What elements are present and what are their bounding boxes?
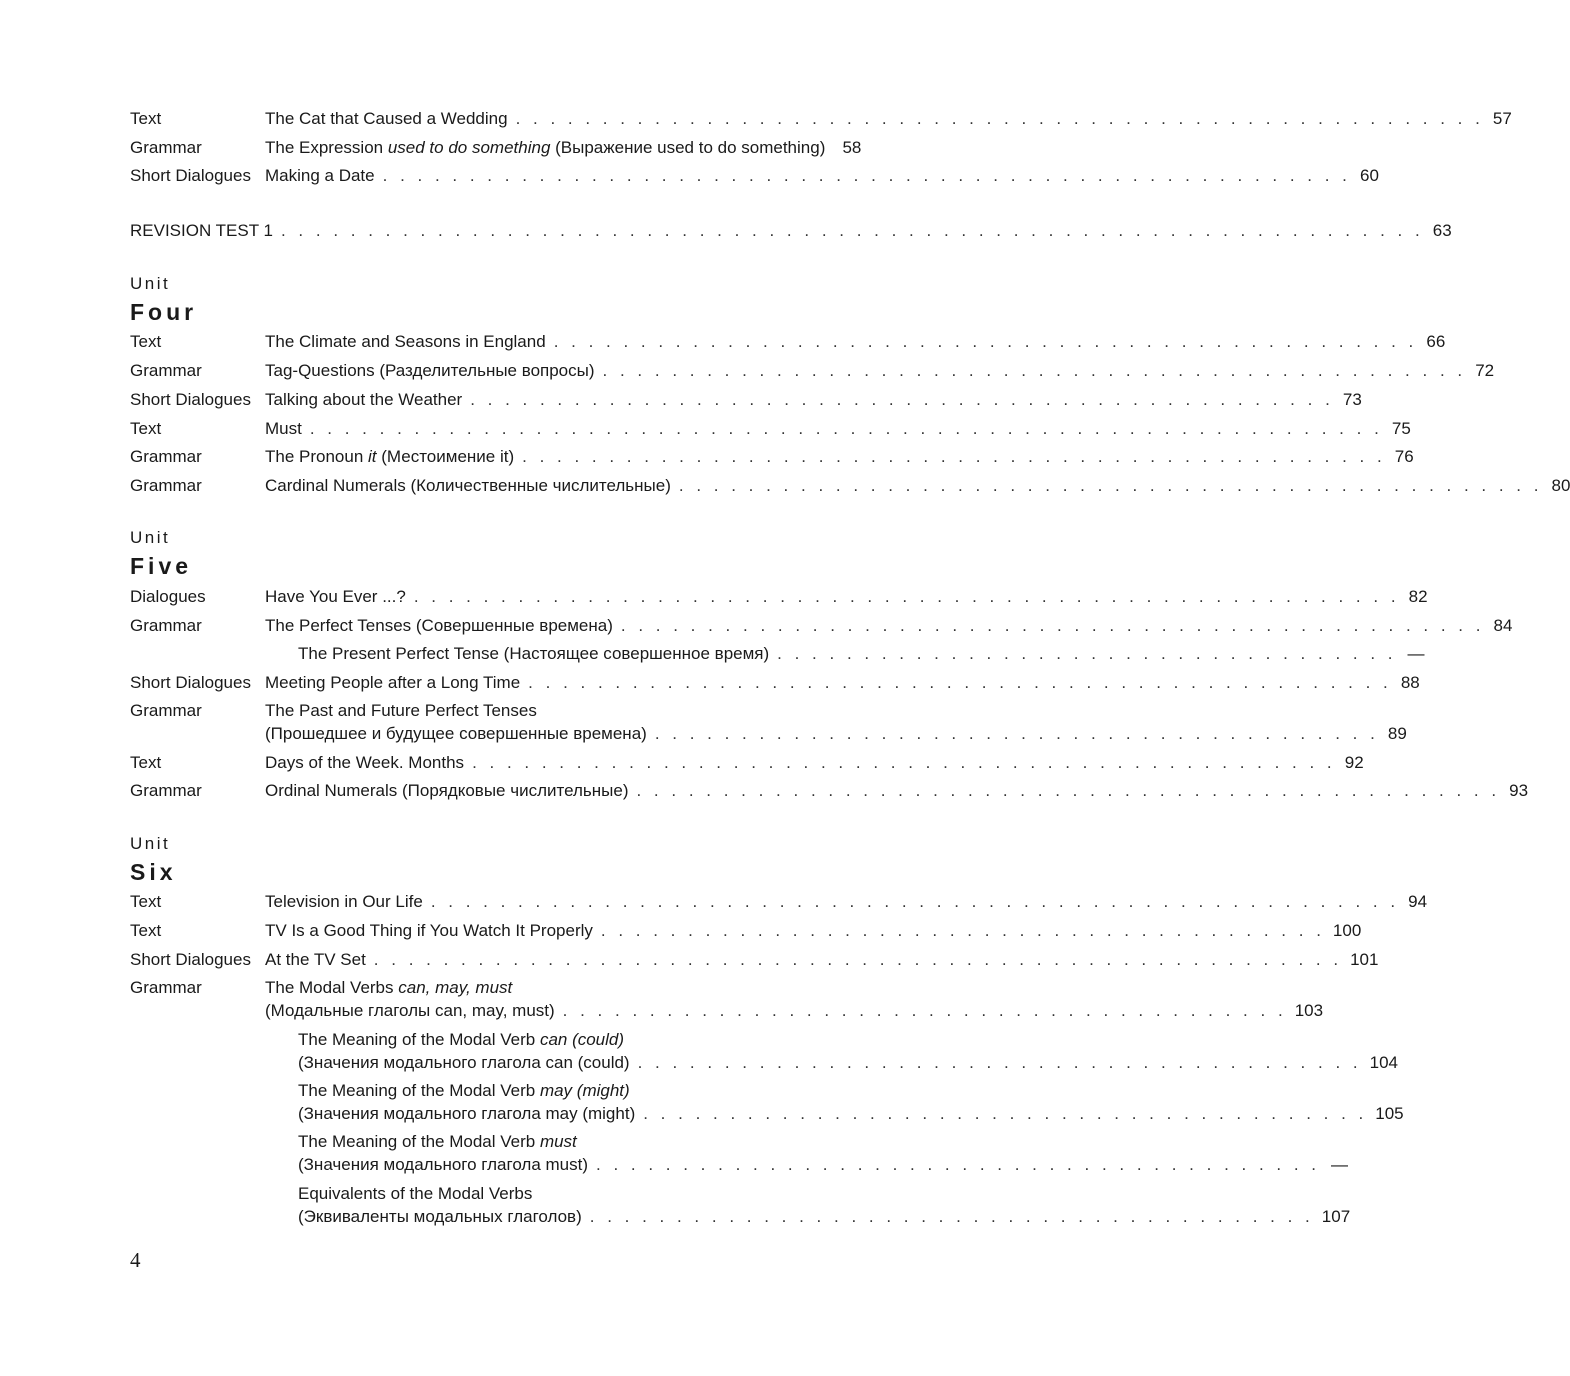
toc-category: Text [130,921,162,940]
toc-title: (Значения модального глагола may (might) [298,1104,636,1123]
toc-title-line1: The Past and Future Perfect Tenses [265,701,537,720]
leader-dots: . . . . . . . . . . . . . . . . . . . . . . . . . . . . . . . . . . . . . . . . . . . . . . . . . . [636,781,1501,800]
toc-entry[interactable] [265,388,1362,411]
toc-title: Ordinal Numerals (Порядковые числительные) [265,781,629,800]
toc-page-ref: 89 [1387,724,1407,743]
toc-page-ref: 80 [1551,476,1570,495]
toc-entry[interactable] [298,1079,1404,1125]
leader-dots: . . . . . . . . . . . . . . . . . . . . . . . . . . . . . . . . . . . . . . . . . . . . . . . . . . [678,476,1543,495]
toc-page-ref: 101 [1350,950,1379,969]
toc-title-line1: The Meaning of the Modal Verb may (might) [298,1081,630,1100]
toc-category: Grammar [130,138,202,157]
toc-page-ref: 104 [1369,1053,1398,1072]
toc-page-ref: 82 [1408,587,1428,606]
toc-title-line1: The Meaning of the Modal Verb can (could) [298,1030,625,1049]
toc-entry[interactable] [265,164,1379,187]
toc-title-line1: The Meaning of the Modal Verb must [298,1132,577,1151]
toc-title: (Значения модального глагола must) [298,1155,588,1174]
toc-entry[interactable] [265,671,1420,694]
toc-page-ref: 93 [1509,781,1529,800]
toc-entry[interactable] [265,417,1411,440]
toc-page-ref: 100 [1332,921,1362,940]
toc-title: (Эквиваленты модальных глаголов) [298,1207,582,1226]
leader-dots: . . . . . . . . . . . . . . . . . . . . . . . . . . . . . . . . . . . . . . . . . . [643,1104,1368,1123]
leader-dots: . . . . . . . . . . . . . . . . . . . . . . . . . . . . . . . . . . . . . . . . . . [562,1001,1287,1020]
toc-title: Making a Date [265,166,375,185]
toc-title: The Perfect Tenses (Совершенные времена) [265,616,613,635]
leader-dots: . . . . . . . . . . . . . . . . . . . . . . . . . . . . . . . . . . . . . . . . . . . . . . . . . . [620,616,1485,635]
toc-title: Meeting People after a Long Time [265,673,521,692]
leader-dots: . . . . . . . . . . . . . . . . . . . . . . . . . . . . . . . . . . . . . . . . . . . . . . . . . . . . . . . . . . . . . . [309,419,1383,438]
unit-title: Six [130,859,177,885]
toc-category: Text [130,109,162,128]
toc-entry[interactable] [298,1182,1351,1228]
leader-dots: . . . . . . . . . . . . . . . . . . . . . . . . . . . . . . . . . . . . . . . . . . [600,921,1325,940]
toc-entry[interactable] [265,948,1379,971]
toc-title: Television in Our Life [265,892,423,911]
toc-entry[interactable] [265,330,1446,353]
toc-title: The Expression used to do something (Выражение used to do something) [265,138,826,157]
toc-category: Grammar [130,616,202,635]
toc-category: Text [130,332,162,351]
toc-entry[interactable] [265,919,1362,942]
leader-dots: . . . . . . . . . . . . . . . . . . . . . . . . . . . . . . . . . . . . . . . . . . [637,1053,1362,1072]
toc-category: Short Dialogues [130,673,251,692]
toc-title: Talking about the Weather [265,390,463,409]
leader-dots: . . . . . . . . . . . . . . . . . . . . . . . . . . . . . . . . . . . . . . . . . . . . . . . . . . [553,332,1418,351]
toc-title: Days of the Week. Months [265,753,465,772]
toc-category: Grammar [130,447,202,466]
toc-page-ref: — [1407,644,1425,663]
toc-entry[interactable] [265,445,1414,468]
toc-entry[interactable] [265,359,1495,382]
toc-title-line1: Equivalents of the Modal Verbs [298,1184,533,1203]
toc-page-ref: 57 [1492,109,1512,128]
toc-category: Short Dialogues [130,166,251,185]
toc-entry[interactable] [298,642,1425,665]
toc-title: The Pronoun it (Местоимение it) [265,447,515,466]
leader-dots: . . . . . . . . . . . . . . . . . . . . . . . . . . . . . . . . . . . . . . . . . . . . . . . . . . [522,447,1386,466]
leader-dots: . . . . . . . . . . . . . . . . . . . . . . . . . . . . . . . . . . . . . . . . . . [589,1207,1314,1226]
page-number: 4 [130,1248,141,1272]
leader-dots: . . . . . . . . . . . . . . . . . . . . . . . . . . . . . . . . . . . . . . . . . . . . . . . . . . [602,361,1467,380]
toc-entry[interactable] [265,890,1428,913]
unit-label: Unit [130,528,171,547]
toc-entry[interactable] [265,699,1407,745]
toc-category: Grammar [130,781,202,800]
toc-title: (Модальные глаголы can, may, must) [265,1001,555,1020]
leader-dots: . . . . . . . . . . . . . . . . . . . . . . . . . . . . . . . . . . . . . . . . . . . . . . . . . . . . . . . . [515,109,1484,128]
toc-page-ref: 73 [1342,390,1362,409]
leader-dots: . . . . . . . . . . . . . . . . . . . . . . . . . . . . . . . . . . . . . . . . . . . . . . . . . . . . . . . . [382,166,1351,185]
toc-page-ref: 75 [1391,419,1411,438]
leader-dots: . . . . . . . . . . . . . . . . . . . . . . . . . . . . . . . . . . . . [777,644,1397,663]
toc-entry[interactable] [265,614,1513,637]
toc-page-ref: 107 [1321,1207,1351,1226]
toc-title: (Значения модального глагола can (could) [298,1053,630,1072]
toc-page-ref: 60 [1359,166,1379,185]
toc-page-ref: 103 [1294,1001,1324,1020]
toc-page-ref: 92 [1344,753,1364,772]
toc-category: Dialogues [130,587,206,606]
toc-category: Short Dialogues [130,950,251,969]
toc-title: At the TV Set [265,950,366,969]
unit-label: Unit [130,274,171,293]
toc-entry[interactable] [265,779,1529,802]
unit-label: Unit [130,834,171,853]
leader-dots: . . . . . . . . . . . . . . . . . . . . . . . . . . . . . . . . . . . . . . . . . . . . . . . . . . [528,673,1392,692]
toc-title: TV Is a Good Thing if You Watch It Properly [265,921,593,940]
toc-title: Must [265,419,302,438]
toc-category: Grammar [130,361,202,380]
toc-title: (Прошедшее и будущее совершенные времена) [265,724,647,743]
leader-dots: . . . . . . . . . . . . . . . . . . . . . . . . . . . . . . . . . . . . . . . . . . . . . . . . . . . . . . . . [430,892,1400,911]
toc-category: Short Dialogues [130,390,251,409]
toc-title: The Cat that Caused a Wedding [265,109,508,128]
toc-title: Cardinal Numerals (Количественные числительные) [265,476,671,495]
toc-category: Grammar [130,701,202,720]
leader-dots: . . . . . . . . . . . . . . . . . . . . . . . . . . . . . . . . . . . . . . . . . . . . . . . . . . [472,753,1336,772]
toc-entry[interactable] [265,107,1512,130]
toc-page-ref: 76 [1394,447,1414,466]
toc-category: Text [130,419,162,438]
leader-dots: . . . . . . . . . . . . . . . . . . . . . . . . . . . . . . . . . . . . . . . . . . [654,724,1379,743]
toc-page-ref: 58 [842,138,862,157]
toc-entry[interactable] [265,751,1364,774]
toc-title: The Climate and Seasons in England [265,332,546,351]
toc-entry[interactable] [265,585,1428,608]
toc-category: Grammar [130,978,202,997]
toc-page-ref: 84 [1493,616,1513,635]
leader-dots: . . . . . . . . . . . . . . . . . . . . . . . . . . . . . . . . . . . . . . . . . . . . . . . . . . . . . . . . [373,950,1343,969]
toc-entry[interactable] [130,219,1452,242]
leader-dots: . . . . . . . . . . . . . . . . . . . . . . . . . . . . . . . . . . . . . . . . . . . . . . . . . . . . . . . . . [413,587,1400,606]
toc-category: Text [130,892,162,911]
toc-title: Have You Ever ...? [265,587,406,606]
toc-page-ref: 88 [1400,673,1420,692]
toc-page-ref: — [1331,1155,1349,1174]
toc-page-ref: 66 [1426,332,1446,351]
leader-dots: . . . . . . . . . . . . . . . . . . . . . . . . . . . . . . . . . . . . . . . . . . . . . . . . . . [470,390,1334,409]
toc-title: The Present Perfect Tense (Настоящее совершенное время) [298,644,770,663]
toc-entry[interactable] [265,976,1324,1022]
toc-page-ref: 94 [1408,892,1428,911]
toc-entry[interactable] [298,1130,1349,1176]
leader-dots: . . . . . . . . . . . . . . . . . . . . . . . . . . . . . . . . . . . . . . . . . . [596,1155,1321,1174]
toc-page-ref: 63 [1432,221,1452,240]
leader-dots: . . . . . . . . . . . . . . . . . . . . . . . . . . . . . . . . . . . . . . . . . . . . . . . . . . . . . . . . . . . . . . . . . . [280,221,1424,240]
toc-entry[interactable] [298,1028,1398,1074]
unit-title: Four [130,299,198,325]
unit-title: Five [130,553,193,579]
toc-page-ref: 72 [1475,361,1495,380]
toc-title: REVISION TEST 1 [130,221,273,240]
toc-entry[interactable] [265,136,862,159]
toc-title-line1: The Modal Verbs can, may, must [265,978,513,997]
toc-page-ref: 105 [1375,1104,1404,1123]
toc-title: Tag-Questions (Разделительные вопросы) [265,361,595,380]
toc-entry[interactable] [265,474,1570,497]
toc-category: Grammar [130,476,202,495]
toc-category: Text [130,753,162,772]
